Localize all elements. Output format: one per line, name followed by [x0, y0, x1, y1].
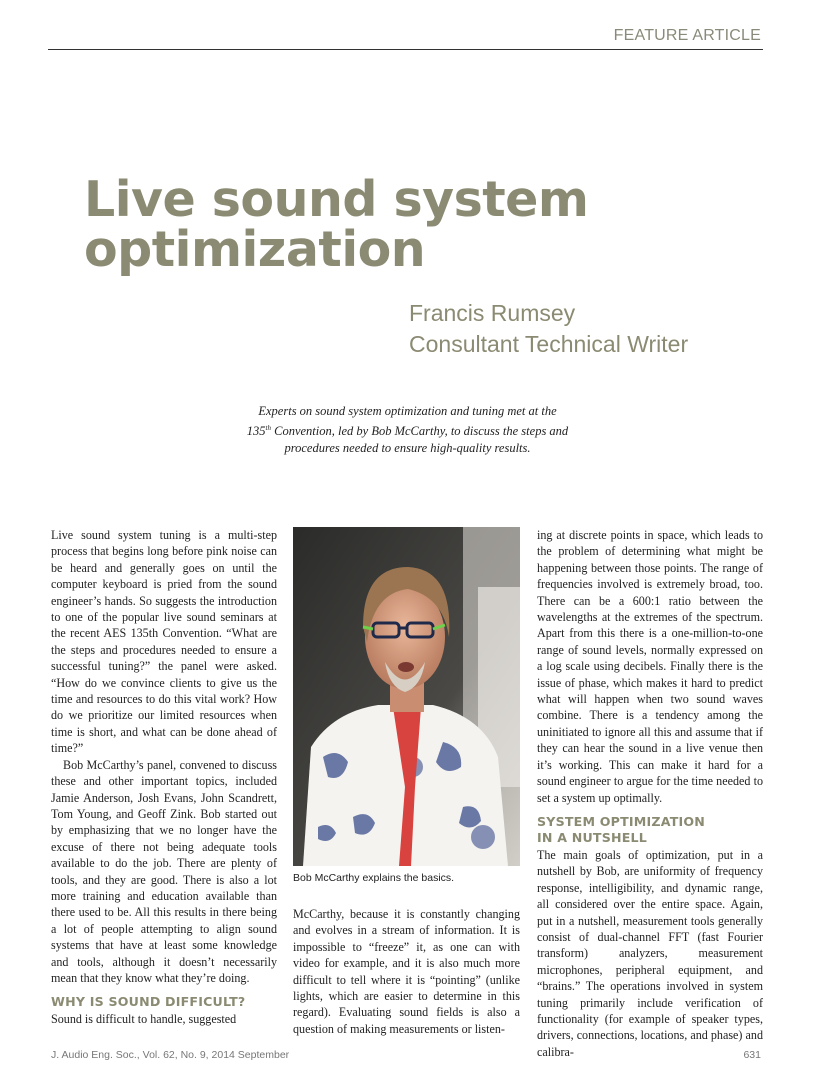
paragraph: The main goals of optimization, put in a nutshell by Bob, are uniformity of frequency response, intelligibility, and dynamic range, all considered over the entire space. Again, put in a nutshell, measurement tools generally consist of dual-channel FFT (fast Fourier transform) analyzers, measurement microphones, peripheral equipment, and “brains.” The operations involved in system tuning primarily include verification of functionality (for example of speaker types, drivers, connections, locations, and phase) and calibra-: [537, 847, 763, 1059]
photo-illustration: [293, 527, 520, 866]
title-line-1: Live sound system: [84, 171, 589, 228]
abstract-text-2: Convention, led by Bob McCarthy, to discuss the steps and procedures needed to ensure high-quality results.: [271, 424, 569, 456]
section-heading-line-2: IN A NUTSHELL: [537, 829, 647, 845]
figure-photo: [293, 527, 520, 866]
paragraph: McCarthy, because it is constantly changing and evolves in a stream of information. It is impossible to “freeze” it, as one can with video for example, and it is also much more difficult to tell where it is “pointing” (unlike lights, which are easier to determine in this regard). Evaluating sound fields is also a question of making measurements or listen-: [293, 907, 520, 1036]
page-number: 631: [743, 1049, 761, 1061]
section-heading: [537, 814, 763, 846]
section-label: FEATURE ARTICLE: [613, 27, 761, 44]
paragraph: Bob McCarthy’s panel, convened to discuss these and other important topics, included Jamie Anderson, Josh Evans, John Scandrett, Tom Young, and Geoff Zink. Bob started out by emphasizing that we no longer have the excuse of there not being adequate tools available to do the job. There are plenty of tools, and they are good. There is also a lot more training and education available than there used to be. All this results in there being a lot of people attempting to align sound systems that have at least some knowledge and tools, although it doesn’t necessarily mean that they know what they’re doing.: [51, 757, 277, 985]
paragraph: Live sound system tuning is a multi-step process that begins long before pink noise can be heard and generally goes on until the computer keyboard is pried from the sound engineer’s hands. So suggests the introduction to one of the popular live sound seminars at the recent AES 135th Convention. “What are the steps and procedures needed to ensure a successful tuning?” the panel were asked. “How do we convince clients to give us the time and resources to do this vital work? How do we prioritize our limited resources when time is short, and what can be done ahead of time?”: [51, 528, 277, 756]
abstract-superscript: th: [265, 424, 271, 432]
abstract: [245, 403, 570, 457]
author-block: [409, 298, 688, 360]
paragraph: Sound is difficult to handle, suggested: [51, 1012, 237, 1027]
author-role: Consultant Technical Writer: [409, 331, 689, 357]
author-name: Francis Rumsey: [409, 300, 576, 326]
section-heading-line-1: SYSTEM OPTIMIZATION: [537, 813, 706, 829]
header-rule: [48, 49, 763, 50]
column-3: [537, 527, 763, 1060]
figure-caption: Bob McCarthy explains the basics.: [293, 872, 455, 884]
abstract-text-1: Experts on sound system optimization and tuning met at the 135: [246, 404, 557, 439]
title-line-2: optimization: [84, 221, 426, 278]
column-2: [293, 906, 520, 1037]
footer-citation: J. Audio Eng. Soc., Vol. 62, No. 9, 2014 September: [51, 1049, 290, 1061]
paragraph: ing at discrete points in space, which leads to the problem of determining what might be happening between those points. The range of frequencies involved is extremely broad, too. There can be a 600:1 ratio between the wavelengths at the extremes of the spectrum. Apart from this there is a one-million-to-one range of sound levels, normally expressed on a log scale using decibels. Finally there is the issue of phase, which makes it hard to predict what will happen when two sound waves combine. There is a tendency among the uninitiated to ignore all this and assume that if they can hear the sound in a live venue then it’s working. This can make it hard for a sound engineer to argue for the time needed to set a system up optimally.: [537, 528, 763, 805]
column-1: [51, 527, 277, 1028]
article-title: [84, 171, 644, 278]
section-heading: WHY IS SOUND DIFFICULT?: [51, 994, 246, 1010]
